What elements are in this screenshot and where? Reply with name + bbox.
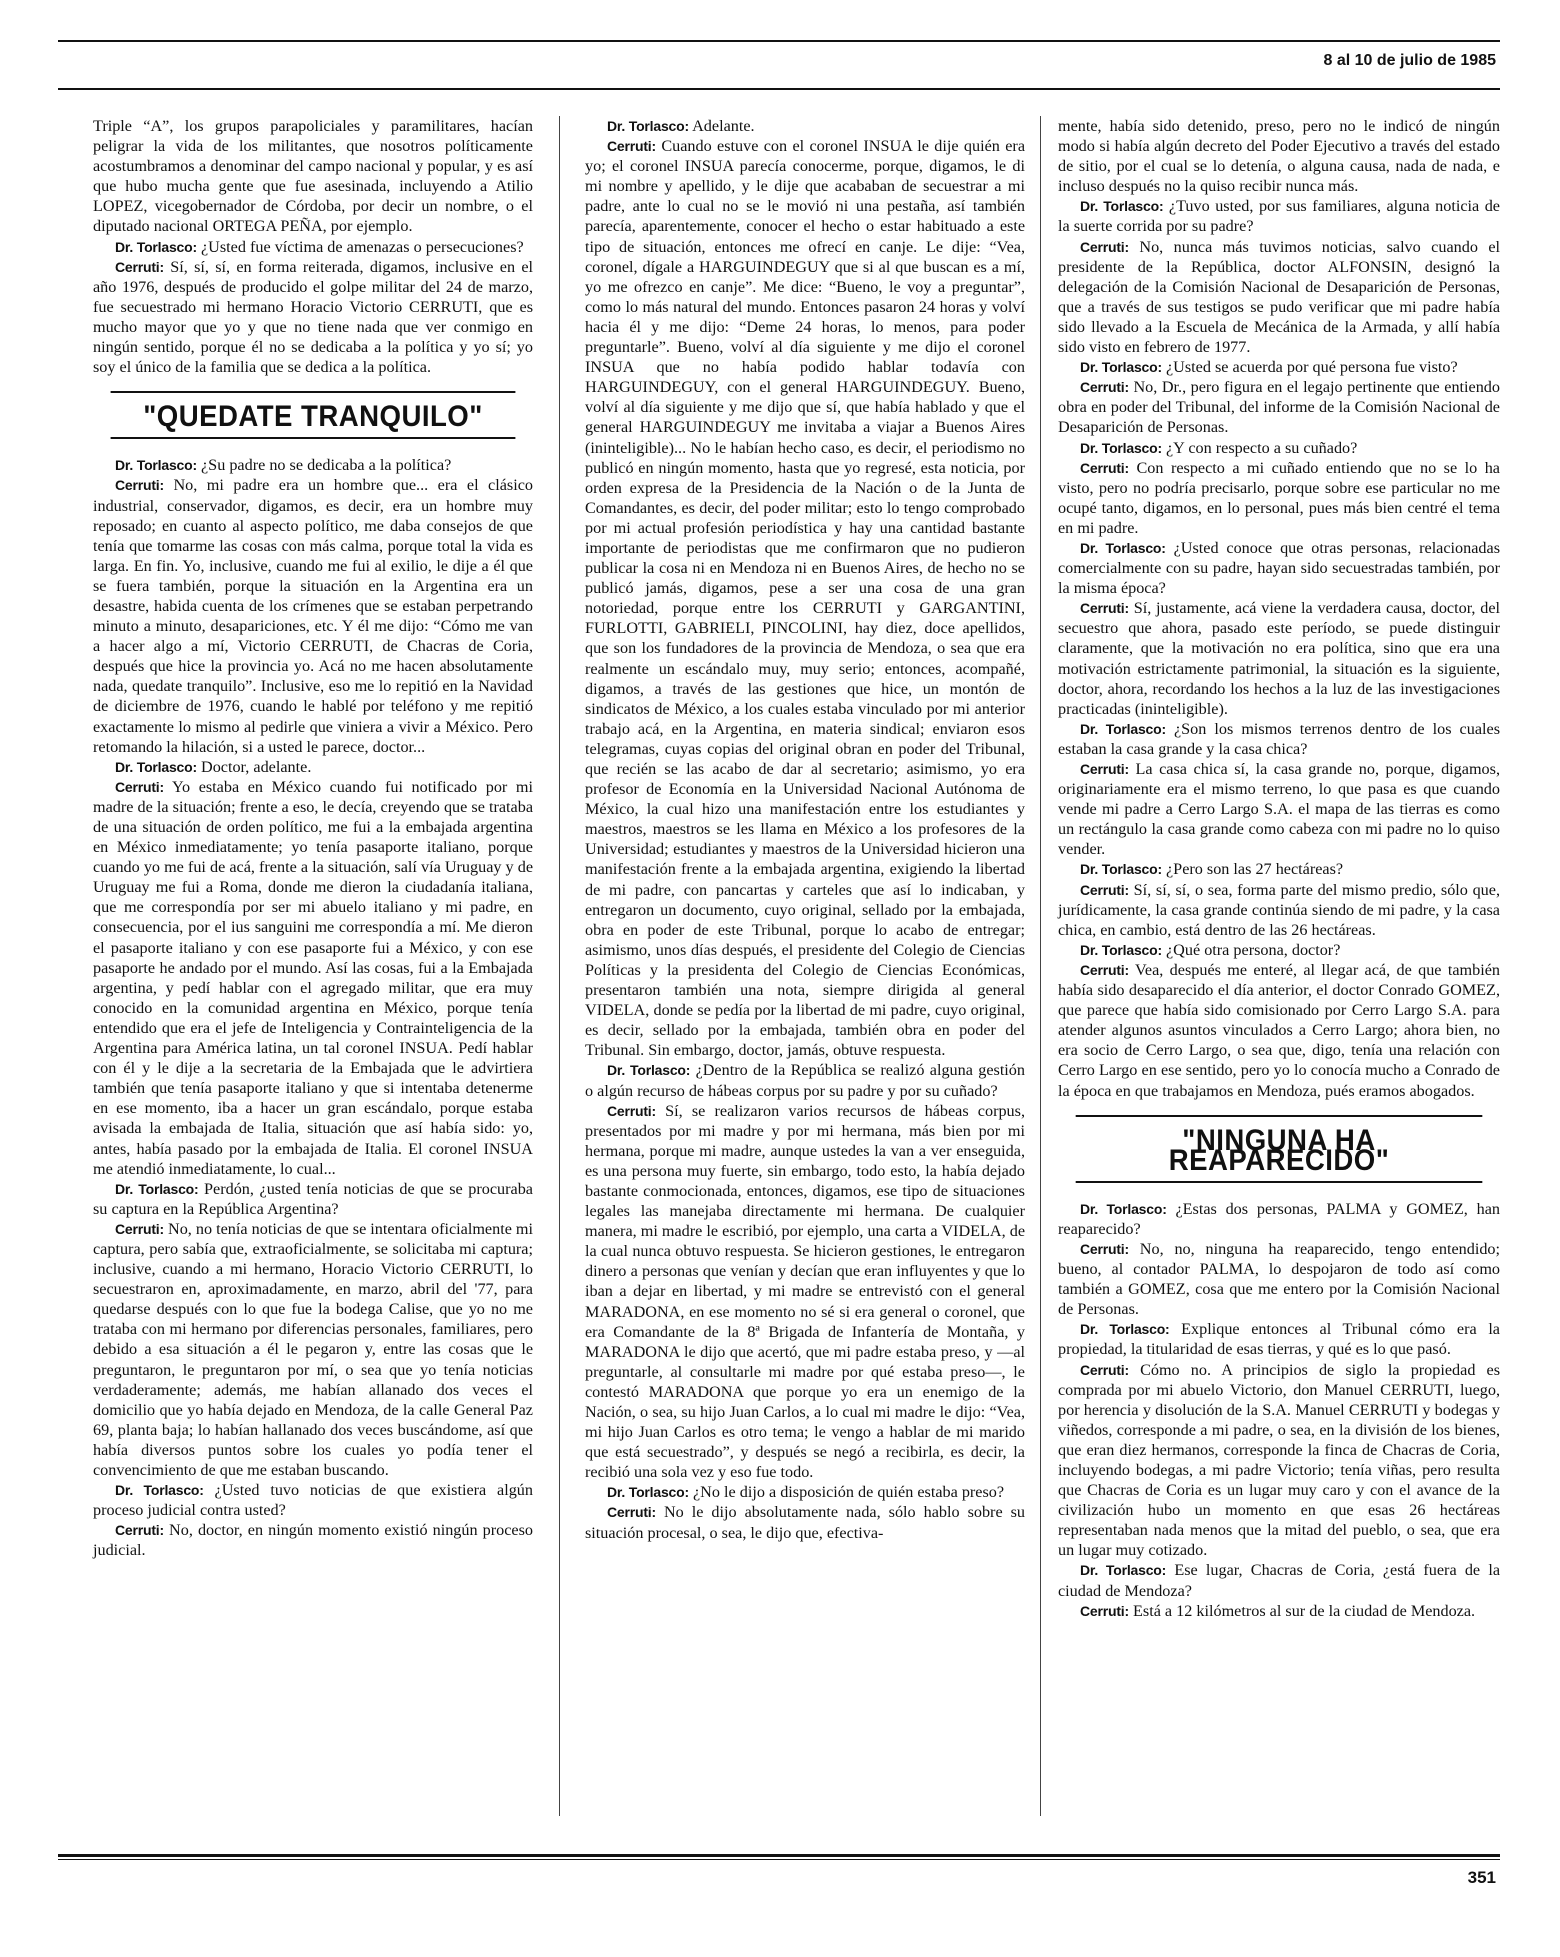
column-3 xyxy=(1058,116,1500,1621)
speaker-cerruti: Cerruti: xyxy=(1080,1602,1129,1619)
question: Dr. Torlasco: ¿Dentro de la República se realizó alguna gestión o algún recurso de hábeas corpus por su padre y por su cuñado? xyxy=(585,1061,1025,1100)
footer-rule-thin xyxy=(58,1859,1500,1860)
answer: Cerruti: No, Dr., pero figura en el legajo pertinente que entiendo obra en poder del Tribunal, del informe de la Comisión Nacional de Desaparición de Personas. xyxy=(1058,378,1500,437)
question: Dr. Torlasco: ¿Usted conoce que otras personas, relacionadas comercialmente con su padre, hayan sido secuestradas también, por la misma época? xyxy=(1058,538,1501,598)
question: Dr. Torlasco: ¿Tuvo usted, por sus familiares, alguna noticia de la suerte corrida por su padre? xyxy=(1058,197,1500,236)
speaker-torlasco: Dr. Torlasco: xyxy=(1080,439,1162,456)
speaker-cerruti: Cerruti: xyxy=(115,477,164,494)
top-rule xyxy=(58,40,1500,42)
speaker-cerruti: Cerruti: xyxy=(1080,961,1129,978)
question: Dr. Torlasco: Doctor, adelante. xyxy=(115,757,312,776)
speaker-torlasco: Dr. Torlasco: xyxy=(607,118,689,134)
speaker-torlasco: Dr. Torlasco: xyxy=(1080,941,1162,958)
speaker-torlasco: Dr. Torlasco: xyxy=(1080,1321,1170,1338)
speaker-torlasco: Dr. Torlasco: xyxy=(607,1484,689,1501)
issue-date: 8 al 10 de julio de 1985 xyxy=(1323,52,1496,69)
answer: Cerruti: No le dijo absolutamente nada, sólo hablo sobre su situación procesal, o sea, le dijo que, efectiva- xyxy=(585,1503,1026,1542)
answer: Cerruti: La casa chica sí, la casa grande no, porque, digamos, originariamente era el mismo terreno, lo que pasa es que cuando vende mi padre a Cerro Largo S.A. el mapa de las tierras es como un rectángulo la casa grande como cabeza con mi padre no lo quiso vender. xyxy=(1058,760,1500,859)
answer: Cerruti: Sí, sí, sí, en forma reiterada, digamos, inclusive en el año 1976, después de producido el golpe militar del 24 de marzo, fue secuestrado mi hermano Horacio Victorio CERRUTI, que es mucho mayor que yo y que no tiene nada que ver conmigo en ningún sentido, porque él no se dedicaba a la política y yo sí; yo soy el único de la familia que se dedica a la política. xyxy=(93,257,534,377)
speaker-torlasco: Dr. Torlasco: xyxy=(115,457,197,474)
speaker-cerruti: Cerruti: xyxy=(1080,459,1129,476)
speaker-torlasco: Dr. Torlasco: xyxy=(1080,1200,1167,1217)
speaker-torlasco: Dr. Torlasco: xyxy=(1080,861,1162,878)
speaker-torlasco: Dr. Torlasco: xyxy=(1080,539,1166,556)
answer: Cerruti: Con respecto a mi cuñado entiendo que no se lo ha visto, pero no podría precisarlo, porque sobre ese particular no me ocupé tanto, digamos, en lo personal, pues más bien centré el tema en mi padre. xyxy=(1058,458,1500,537)
question: Dr. Torlasco: ¿Qué otra persona, doctor? xyxy=(1080,940,1341,959)
speaker-cerruti: Cerruti: xyxy=(1080,1240,1129,1257)
paragraph: mente, había sido detenido, preso, pero no le indicó de ningún modo si había algún decreto del Poder Ejecutivo a través del estado de sitio, por el cual se lo detenía, o alguna causa, nada de nada, e incluso después no la quiso recibir nunca más. xyxy=(1058,117,1500,196)
question: Dr. Torlasco: ¿Su padre no se dedicaba a la política? xyxy=(115,456,452,475)
speaker-torlasco: Dr. Torlasco: xyxy=(1080,720,1166,737)
speaker-cerruti: Cerruti: xyxy=(115,1220,164,1237)
column-1 xyxy=(93,116,533,1560)
question: Dr. Torlasco: Ese lugar, Chacras de Coria, ¿está fuera de la ciudad de Mendoza? xyxy=(1058,1561,1501,1600)
column-2 xyxy=(585,116,1025,1543)
speaker-cerruti: Cerruti: xyxy=(115,258,164,275)
question: Dr. Torlasco: ¿No le dijo a disposición de quién estaba preso? xyxy=(607,1483,1005,1502)
page-number: 351 xyxy=(1467,1868,1496,1887)
speaker-cerruti: Cerruti: xyxy=(607,138,656,155)
question: Dr. Torlasco: ¿Son los mismos terrenos dentro de los cuales estaban la casa grande y la casa chica? xyxy=(1058,719,1500,758)
answer: Cerruti: Vea, después me enteré, al llegar acá, de que también había sido desaparecido el día anterior, el doctor Conrado GOMEZ, que parece que había sido comisionado por Cerro Largo S.A. para atender algunos asuntos vinculados a Cerro Largo; ahora bien, no era socio de Cerro Largo, o sea que, digo, tenía una relación con Cerro Largo en ese sentido, pero yo lo conocía mucho a Conrado de la época en que trabajamos en Mendoza, pués eramos abogados. xyxy=(1058,960,1500,1100)
speaker-cerruti: Cerruti: xyxy=(115,1522,164,1539)
question: Dr. Torlasco: ¿Estas dos personas, PALMA y GOMEZ, han reaparecido? xyxy=(1058,1199,1500,1238)
section-heading: "NINGUNA HA REAPARECIDO" xyxy=(1076,1115,1483,1183)
answer: Cerruti: Yo estaba en México cuando fui notificado por mi madre de la situación; frente a eso, le decía, creyendo que se trataba de una situación de orden político, me fui a la embajada argentina en México inmediatamente; yo tenía pasaporte italiano, porque cuando yo me fui de acá, frente a la situación, salí vía Uruguay y de Uruguay me fui a Roma, donde me dieron la ciudadanía italiana, que me correspondía por ser mi abuelo italiano y mi padre, en consecuencia, por el ius sanguini me correspondía a mí. Me dieron el pasaporte italiano y con ese pasaporte fui a México, y con ese pasaporte he andado por el mundo. Así las cosas, fui a la Embajada argentina, y pedí hablar con el agregado militar, que era muy conocido en la comunidad argentina en México, porque tenía entendido que era el jefe de Inteligencia y Contrainteligencia de la Argentina para América latina, un tal coronel INSUA. Pedí hablar con él y le dije a la secretaria de la Embajada que le advirtiera también que tenía pasaporte italiano y que si intentaba detenerme en ese momento, iba a hacer un gran escándalo, porque estaba avisada la embajada de Italia, situación que así había sido: yo, antes, había pasado por la embajada de Italia. El coronel INSUA me atendió inmediatamente, lo cual... xyxy=(93,777,533,1178)
speaker-torlasco: Dr. Torlasco: xyxy=(115,1482,204,1499)
answer: Cerruti: No, no tenía noticias de que se intentara oficialmente mi captura, pero sabía que, extraoficialmente, se solicitaba mi captura; inclusive, cuando a mi hermano, Horacio Victorio CERRUTI, lo secuestraron en, aproximadamente, en marzo, abril del '77, para quedarse después con lo que fue la bodega Calise, que yo no me trataba con mi hermano por diferencias personales, familiares, pero debido a esa situación a él le pegaron y, entre las cosas que le preguntaron, le preguntaron por mí, o sea que yo tenía noticias verdaderamente; además, me habían allanado dos veces el domicilio que yo había dejado en Mendoza, de la calle General Paz 69, planta baja; lo habían hallanado dos veces buscándome, así que había diversos puntos sobre los cuales yo podía tener el convencimiento de que me estaban buscando. xyxy=(93,1219,534,1479)
question: Dr. Torlasco: ¿Usted se acuerda por qué persona fue visto? xyxy=(1080,358,1458,377)
speaker-torlasco: Dr. Torlasco: xyxy=(115,1180,199,1197)
speaker-cerruti: Cerruti: xyxy=(1080,881,1129,898)
footer-rule xyxy=(58,1854,1500,1857)
column-divider xyxy=(559,116,560,1816)
answer: Cerruti: Cuando estuve con el coronel INSUA le dije quién era yo; el coronel INSUA parecía conocerme, porque, digamos, le di mi nombre y apellido, y le dije que acababan de secuestrar a mi padre, ante lo cual no se le movió ni una pestaña, así también parecía, aparentemente, conocer el hecho o estar habituado a este tipo de situación, entonces me ofrecí en canje. Le dije: “Vea, coronel, dígale a HARGUINDEGUY que si al que buscan es a mí, yo me ofrezco en canje”. Me dice: “Bueno, le voy a preguntar”, como lo más natural del mundo. Entonces pasaron 24 horas y volví hacia él y me dijo: “Deme 24 horas, lo menos, para poder preguntarle”. Bueno, volví al día siguiente y me dijo el coronel INSUA que no había podido hablar todavía con HARGUINDEGUY, con el general HARGUINDEGUY. Bueno, volví al día siguiente y me dijo que sí, que había hablado y que el general HARGUINDEGUY me invitaba a viajar a Buenos Aires (ininteligible)... No le habían hecho caso, es decir, el periodismo no publicó en ningún momento, hasta que yo regresé, esta noticia, por orden expresa de la Presidencia de la Nación o de la Junta de Comandantes, es decir, del poder militar; esto lo tengo comprobado por mi actual profesión periodística y hay una cantidad bastante importante de periodistas que me confirmaron que no pudieron publicar la cosa ni en Mendoza ni en Buenos Aires, de hecho no se publicó jamás, digamos, pese a ser una cosa de una gran notoriedad, porque entre los CERRUTI y GARGANTINI, FURLOTTI, GABRIELI, PINCOLINI, hay diez, doce apellidos, que son los fundadores de la provincia de Mendoza, o sea que era realmente un escándalo muy, muy serio; entonces, acompañé, digamos, a través de las gestiones que hice, un montón de sindicatos de México, a los cuales estaba vinculado por mi anterior trabajo acá, en la Argentina, en materia sindical; enviaron esos telegramas, cuyas copias del original obran en poder del Tribunal, que recién se las acabo de dar al secretario; asimismo, yo era profesor de Economía en la Universidad Nacional Autónoma de México, la cual hizo una manifestación entre los estudiantes y maestros, maestros se les llama en México a los profesores de la Universidad; estudiantes y maestros de la Universidad hicieron una manifestación frente a la embajada argentina, exigiendo la libertad de mi padre, con pancartas y carteles que así lo indicaban, y entregaron un documento, cuyo original, sellado por la embajada, obra en poder de este Tribunal, porque lo acabo de entregar; asimismo, unos días después, el presidente del Colegio de Ciencias Políticas y la presidenta del Colegio de Ciencias Económicas, presentaron también una nota, siempre dirigida al general VIDELA, donde se pedía por la libertad de mi padre, cuyo original, es decir, sellado por la embajada, también obra en poder del Tribunal. Sin embargo, doctor, jamás, obtuve respuesta. xyxy=(585,137,1026,1060)
answer: Cerruti: Está a 12 kilómetros al sur de la ciudad de Mendoza. xyxy=(1080,1601,1476,1620)
question: Dr. Torlasco: ¿Pero son las 27 hectáreas? xyxy=(1080,860,1344,879)
speaker-cerruti: Cerruti: xyxy=(1080,238,1129,255)
speaker-torlasco: Dr. Torlasco: xyxy=(115,758,197,775)
answer: Cerruti: Sí, justamente, acá viene la verdadera causa, doctor, del secuestro que ahora, pasado este período, se puede distinguir claramente, que la motivación no era política, sino que era una motivación estrictamente patrimonial, la situación es la siguiente, doctor, ahora, recordando los hechos a la luz de las investigaciones practicadas (ininteligible). xyxy=(1058,599,1500,718)
question: Dr. Torlasco: ¿Usted fue víctima de amenazas o persecuciones? xyxy=(115,237,524,256)
speaker-torlasco: Dr. Torlasco: xyxy=(607,1062,691,1079)
speaker-cerruti: Cerruti: xyxy=(607,1102,656,1119)
question: Dr. Torlasco: ¿Y con respecto a su cuñado? xyxy=(1080,438,1358,457)
speaker-cerruti: Cerruti: xyxy=(1080,1361,1129,1378)
header-rule xyxy=(58,88,1500,90)
answer: Cerruti: No, nunca más tuvimos noticias, salvo cuando el presidente de la República, doctor ALFONSIN, designó la delegación de la Comisión Nacional de Desaparición de Personas, que a través de sus testigos se pudo verificar que mi padre había sido llevado a la Escuela de Mecánica de la Armada, y allí había sido visto en febrero de 1977. xyxy=(1058,237,1501,357)
speaker-cerruti: Cerruti: xyxy=(1080,761,1129,777)
speaker-torlasco: Dr. Torlasco: xyxy=(115,238,197,255)
speaker-cerruti: Cerruti: xyxy=(1080,379,1129,396)
answer: Cerruti: Sí, sí, sí, o sea, forma parte del mismo predio, sólo que, jurídicamente, la casa grande continúa siendo de mi padre, y la casa chica, en cambio, está dentro de las 26 hectáreas. xyxy=(1058,880,1501,939)
speaker-torlasco: Dr. Torlasco: xyxy=(1080,359,1162,376)
paragraph: Triple “A”, los grupos parapoliciales y paramilitares, hacían peligrar la vida de los militantes, que nosotros políticamente acostumbramos a denominar del campo nacional y popular, y es así que hubo mucha gente que fue asesinada, incluyendo a Atilio LOPEZ, vicegobernador de Córdoba, por decir un nombre, o el diputado nacional ORTEGA PEÑA, por ejemplo. xyxy=(93,117,533,236)
answer: Cerruti: No, no, ninguna ha reaparecido, tengo entendido; bueno, al contador PALMA, lo despojaron de todo así como también a GOMEZ, cosa que me entero por la Comisión Nacional de Personas. xyxy=(1058,1239,1501,1319)
speaker-cerruti: Cerruti: xyxy=(115,778,164,795)
answer: Cerruti: Sí, se realizaron varios recursos de hábeas corpus, presentados por mi madre y por mi hermana, más bien por mi hermana, porque mi madre, aunque ustedes la van a ver enseguida, es una persona muy fuerte, sin embargo, todo esto, la había dejado bastante conmocionada, entonces, digamos, ese tipo de situaciones legales las manejaba directamente mi hermana. De cualquier manera, mi madre le escribió, por ejemplo, una carta a VIDELA, de la cual nunca obtuvo respuesta. Se hicieron gestiones, le entregaron dinero a personas que venían y decían que eran influyentes y que lo iban a dejar en libertad, y mi madre se entrevistó con el general MARADONA, en ese momento no sé si era general o coronel, que era Comandante de la 8ª Brigada de Infantería de Montaña, y MARADONA le dijo que acertó, que mi padre estaba preso, y —al preguntarle, al consultarle mi madre por qué estaba preso—, le contestó MARADONA que porque yo era un enemigo de la Nación, o sea, su hijo Juan Carlos, a lo cual mi madre le dijo: “Vea, mi hijo Juan Carlos es otro tema; le vengo a hablar de mi marido que está secuestrado”, y después se negó a recibirla, es decir, la recibió una sola vez y eso fue todo. xyxy=(585,1101,1026,1482)
question: Dr. Torlasco: Perdón, ¿usted tenía noticias de que se procuraba su captura en la República Argentina? xyxy=(93,1179,533,1218)
answer: Cerruti: No, mi padre era un hombre que... era el clásico industrial, conservador, digamos, es decir, era un hombre muy reposado; en cuanto al aspecto político, me daba consejos de que tenía que tomarme las cosas con más calma, porque total la vida es larga. En fin. Yo, inclusive, cuando me fui al exilio, le dije a él que se fuera también, porque la situación en la Argentina era un desastre, habida cuenta de los crímenes que se estaban perpetrando minuto a minuto, desapariciones, etc. Y él me dijo: “Cómo me van a hacer algo a mí, Victorio CERRUTI, de Chacras de Coria, después que hice la provincia yo. Acá no me hacen absolutamente nada, quedate tranquilo”. Inclusive, eso me lo repitió en la Navidad de diciembre de 1976, cuando le hablé por teléfono y me repitió exactamente lo mismo al pedirle que viniera a vivir a México. Pero retomando la hilación, si a usted le parece, doctor... xyxy=(93,476,534,756)
speaker-torlasco: Dr. Torlasco: xyxy=(1080,198,1164,215)
question: Dr. Torlasco: Explique entonces al Tribunal cómo era la propiedad, la titularidad de esas tierras, y qué es lo que pasó. xyxy=(1058,1320,1500,1359)
speaker-cerruti: Cerruti: xyxy=(607,1504,656,1521)
question: Dr. Torlasco: Adelante. xyxy=(607,117,755,135)
speaker-cerruti: Cerruti: xyxy=(1080,600,1129,617)
answer: Cerruti: Cómo no. A principios de siglo la propiedad es comprada por mi abuelo Victorio, don Manuel CERRUTI, luego, por herencia y disolución de la S.A. Manuel CERRUTI y bodegas y viñedos, corresponde a mi padre, o sea, en la división de los bienes, que eran diez hermanos, corresponde la finca de Chacras de Coria, incluyendo bodegas, a mi padre Victorio; tenía viñas, pero resulta que Chacras de Coria es un lugar muy caro y con el avance de la civilización hubo un momento en que esas 26 hectáreas representaban nada menos que la mitad del pueblo, o sea, que era un lugar muy cotizado. xyxy=(1058,1360,1501,1560)
section-heading: "QUEDATE TRANQUILO" xyxy=(111,391,516,439)
column-divider xyxy=(1040,116,1041,1816)
question: Dr. Torlasco: ¿Usted tuvo noticias de que existiera algún proceso judicial contra usted? xyxy=(93,1481,533,1520)
speaker-torlasco: Dr. Torlasco: xyxy=(1080,1562,1167,1579)
answer: Cerruti: No, doctor, en ningún momento existió ningún proceso judicial. xyxy=(93,1521,533,1560)
